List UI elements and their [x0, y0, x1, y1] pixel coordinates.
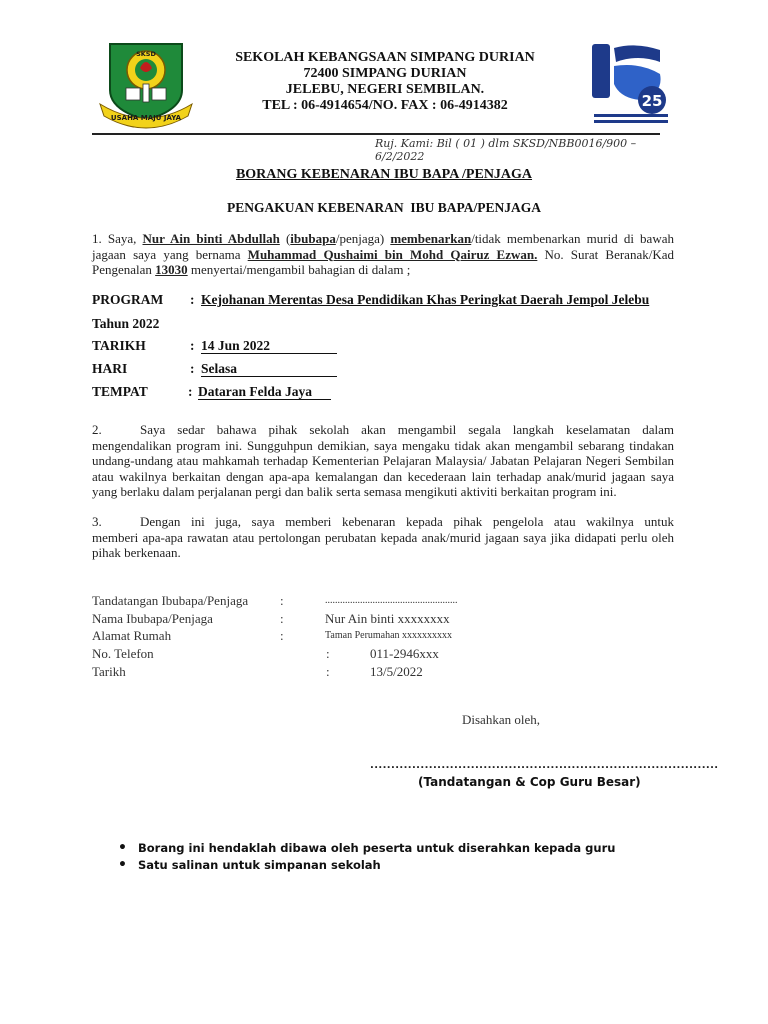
- day-label: HARI: [92, 361, 128, 376]
- note-item: • Borang ini hendaklah dibawa oleh peserta untuk diserahkan kepada guru: [118, 840, 615, 857]
- declaration-text: menyertai/mengambil bahagian di dalam ;: [187, 262, 411, 277]
- clause-2-number: 2.: [92, 422, 102, 437]
- declaration-text: (: [279, 231, 291, 246]
- clause-2: [92, 422, 674, 500]
- clause-3: [92, 514, 674, 561]
- date-label: TARIKH: [92, 338, 146, 353]
- signature-row-value: .....................................................: [325, 595, 458, 606]
- declaration-text: No. Surat Beranak/Kad Pengenalan: [92, 246, 674, 277]
- signature-row-value: Nur Ain binti xxxxxxxx: [325, 611, 450, 626]
- clause-3-number: 3.: [92, 514, 102, 529]
- signature-row-label: Alamat Rumah: [92, 628, 172, 643]
- day-value: [201, 361, 337, 377]
- permission-selected: membenarkan: [390, 231, 472, 246]
- program-value-continued: Tahun 2022: [92, 316, 160, 331]
- crest-top-text: SKSD: [136, 50, 156, 58]
- parent-name: Nur Ain binti Abdullah: [142, 231, 280, 246]
- program-label: PROGRAM: [92, 292, 164, 307]
- school-contact: TEL : 06-4914654/NO. FAX : 06-4914382: [262, 98, 508, 113]
- form-title: BORANG KEBENARAN IBU BAPA /PENJAGA: [235, 167, 533, 182]
- note-item: • Satu salinan untuk simpanan sekolah: [118, 857, 615, 874]
- school-postcode: 72400 SIMPANG DURIAN: [303, 66, 467, 81]
- place-value: [198, 384, 331, 400]
- place-label: TEMPAT: [92, 384, 148, 399]
- student-name: Muhammad Qushaimi bin Mohd Qairuz Ezwan.: [247, 246, 538, 262]
- day-colon: :: [190, 361, 195, 376]
- clause-3-first-line: Dengan ini juga, saya memberi kebenaran kepada pihak pengelola atau wakilnya untuk: [140, 514, 674, 529]
- notes-list: [118, 840, 615, 874]
- declaration-paragraph: [92, 231, 674, 278]
- headmaster-signature-caption: (Tandatangan & Cop Guru Besar): [418, 775, 641, 789]
- clause-2-first-line: Saya sedar bahawa pihak sekolah akan mengambil segala langkah keselamatan dalam: [140, 422, 674, 437]
- signature-row-value: 13/5/2022: [370, 664, 423, 679]
- school-name: SEKOLAH KEBANGSAAN SIMPANG DURIAN: [235, 50, 535, 65]
- signature-row-colon: :: [326, 664, 330, 679]
- school-district: JELEBU, NEGERI SEMBILAN.: [285, 82, 485, 97]
- anniversary-logo: [590, 40, 672, 128]
- signature-row-label: No. Telefon: [92, 646, 154, 661]
- crest-motto: USAHA MAJU JAYA: [110, 114, 182, 122]
- date-colon: :: [190, 338, 195, 353]
- declaration-text: 1. Saya,: [92, 231, 143, 246]
- day-value-text: Selasa: [201, 361, 238, 376]
- student-id: 13030: [155, 262, 188, 277]
- place-value-text: Dataran Felda Jaya: [198, 384, 312, 399]
- signature-row-colon: :: [280, 593, 284, 608]
- signature-row-label: Tandatangan Ibubapa/Penjaga: [92, 593, 249, 608]
- signature-row-value: Taman Perumahan xxxxxxxxxx: [325, 630, 453, 641]
- signature-row-label: Tarikh: [92, 664, 126, 679]
- headmaster-signature-line: ...................................................................................: [370, 760, 719, 771]
- signature-row-colon: :: [280, 628, 284, 643]
- header-rule: [92, 133, 660, 135]
- declaration-text: /penjaga): [335, 231, 391, 246]
- program-value: Kejohanan Merentas Desa Pendidikan Khas Peringkat Daerah Jempol Jelebu: [201, 292, 650, 307]
- reference-number: Ruj. Kami: Bil ( 01 ) dlm SKSD/NBB0016/900 – 6/2/2022: [375, 137, 637, 163]
- date-value: [201, 338, 337, 354]
- place-colon: :: [188, 384, 193, 399]
- date-value-text: 14 Jun 2022: [201, 338, 271, 353]
- clause-2-text: mengendalikan program ini. Sungguhpun demikian, saya mengaku tidak akan mengambil sebarang tindakan undang-undang atau mahkamah terhadap Kementerian Pelajaran Malaysia/ Jabatan Pelajaran Negeri Sembilan atau wakilnya berkaitan dengan apa-apa kemalangan dan kecederaan lain terhadap anak/murid jagaan saya yang berlaku dalam perjalanan pergi dan balik serta semasa mengikuti aktiviti berkaitan program ini.: [92, 437, 674, 499]
- signature-row-colon: :: [326, 646, 330, 661]
- anniversary-number: 25: [641, 92, 663, 110]
- relation-selected: ibubapa: [290, 231, 336, 246]
- clause-3-text: memberi apa-apa rawatan atau pertolongan perubatan kepada anak/murid jagaan saya jika didapati perlu oleh pihak berkenaan.: [92, 529, 674, 560]
- signature-row-value: 011-2946xxx: [370, 646, 439, 661]
- school-crest-logo: [96, 40, 196, 126]
- program-colon: :: [190, 292, 195, 307]
- form-subtitle: PENGAKUAN KEBENARAN IBU BAPA/PENJAGA: [226, 200, 541, 215]
- declaration-text: /tidak membenarkan murid di bawah jagaan saya yang bernama: [92, 231, 674, 262]
- signature-row-label: Nama Ibubapa/Penjaga: [92, 611, 213, 626]
- verified-by: Disahkan oleh,: [462, 712, 540, 727]
- signature-row-colon: :: [280, 611, 284, 626]
